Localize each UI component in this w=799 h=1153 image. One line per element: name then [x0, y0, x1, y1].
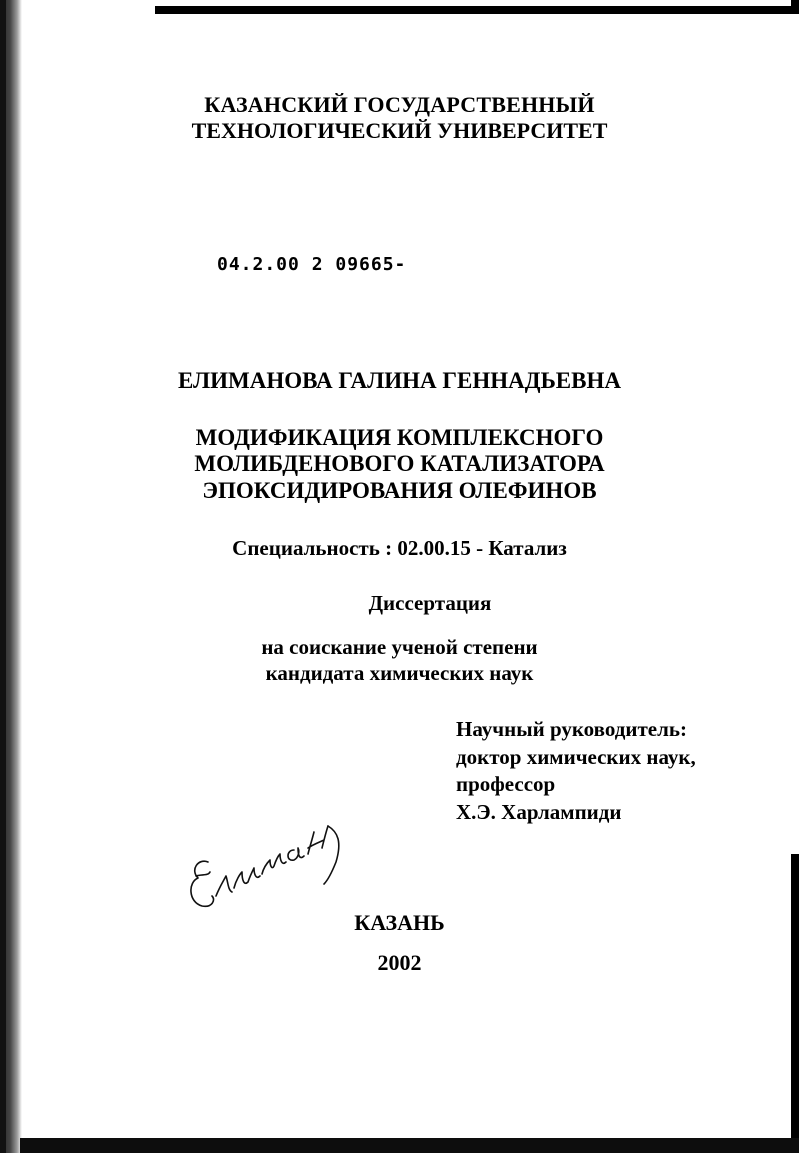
supervisor-degree: доктор химических наук,: [456, 745, 696, 769]
handwritten-signature: [182, 810, 362, 920]
title-line-2: МОЛИБДЕНОВОГО КАТАЛИЗАТОРА: [194, 451, 605, 476]
year: 2002: [377, 950, 422, 975]
work-type: Диссертация: [368, 591, 492, 615]
city: КАЗАНЬ: [354, 910, 445, 935]
scan-edge-bottom: [20, 1138, 799, 1153]
degree-line-2: кандидата химических наук: [265, 661, 534, 685]
specialty: Специальность : 02.00.15 - Катализ: [232, 536, 567, 560]
title-line-1: МОДИФИКАЦИЯ КОМПЛЕКСНОГО: [195, 425, 604, 450]
university-line-2: ТЕХНОЛОГИЧЕСКИЙ УНИВЕРСИТЕТ: [191, 118, 608, 143]
supervisor-position: профессор: [456, 772, 556, 796]
degree-line-1: на соискание ученой степени: [261, 635, 538, 659]
title-line-3: ЭПОКСИДИРОВАНИЯ ОЛЕФИНОВ: [202, 478, 597, 503]
catalog-code: 04.2.00 2 09665-: [217, 254, 407, 275]
university-line-1: КАЗАНСКИЙ ГОСУДАРСТВЕННЫЙ: [204, 92, 595, 117]
scan-edge-top: [155, 6, 795, 14]
supervisor-label: Научный руководитель:: [456, 717, 687, 741]
supervisor-name: Х.Э. Харлампиди: [456, 800, 622, 824]
scan-edge-left-dark: [0, 0, 6, 1153]
author-name: ЕЛИМАНОВА ГАЛИНА ГЕННАДЬЕВНА: [177, 368, 621, 393]
